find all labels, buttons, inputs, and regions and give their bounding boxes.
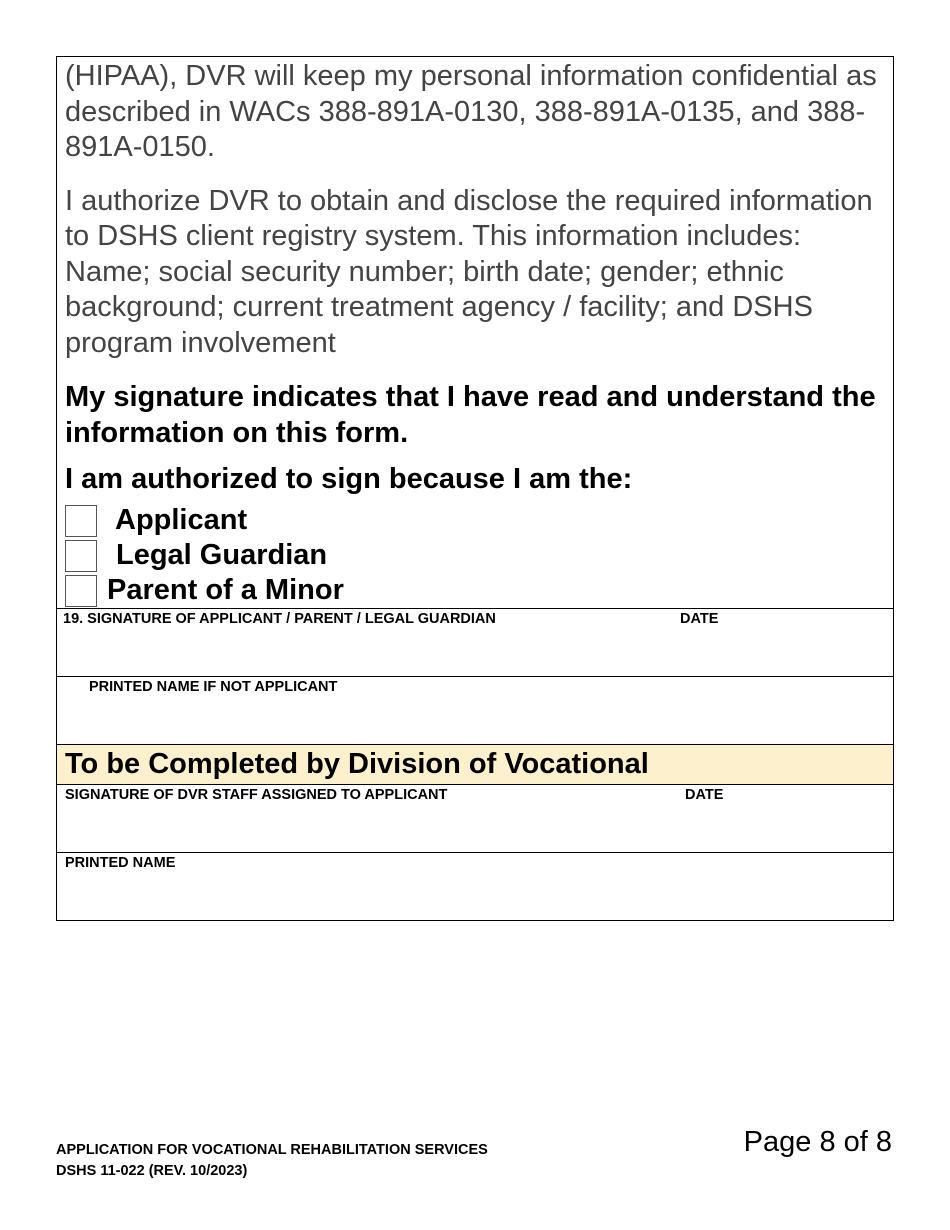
printed-name-applicant-label: PRINTED NAME IF NOT APPLICANT [89, 679, 338, 695]
staff-signature-label: SIGNATURE OF DVR STAFF ASSIGNED TO APPLICANT [65, 787, 448, 803]
printed-name-field[interactable] [57, 852, 893, 920]
dvr-section-banner: To be Completed by Division of Vocational [57, 744, 893, 784]
authorize-paragraph: I authorize DVR to obtain and disclose the required information to DSHS client registry system. This information includes: Name; social security number; birth date; gender; ethnic background; current treatment agency / facility; and DSHS program involvement [65, 184, 873, 359]
legal-guardian-label: Legal Guardian [116, 539, 328, 571]
consent-form [56, 56, 894, 921]
staff-signature-field[interactable] [57, 784, 893, 852]
form-title: APPLICATION FOR VOCATIONAL REHABILITATION SERVICES [56, 1142, 488, 1158]
applicant-option[interactable] [65, 503, 885, 538]
applicant-label: Applicant [115, 504, 248, 536]
date-label: DATE [680, 611, 719, 627]
printed-name-if-not-applicant-field[interactable] [57, 676, 893, 744]
legal-guardian-option[interactable] [65, 538, 885, 573]
applicant-checkbox[interactable] [65, 505, 97, 537]
legal-guardian-checkbox[interactable] [65, 540, 97, 572]
consent-text-section [57, 57, 893, 608]
parent-minor-option[interactable] [65, 573, 885, 608]
applicant-signature-field[interactable] [57, 608, 893, 676]
parent-minor-label: Parent of a Minor [107, 574, 344, 606]
authorized-label: I am authorized to sign because I am the: [65, 463, 633, 495]
signature-label: 19. SIGNATURE OF APPLICANT / PARENT / LEGAL GUARDIAN [63, 611, 496, 627]
parent-minor-checkbox[interactable] [65, 575, 97, 607]
printed-name-label: PRINTED NAME [65, 855, 176, 871]
staff-date-label: DATE [685, 787, 724, 803]
footer-form-info [56, 1140, 488, 1182]
hipaa-paragraph: (HIPAA), DVR will keep my personal information confidential as described in WACs 388-891A-0130, 388-891A-0135, and 388-891A-0150. [65, 60, 877, 163]
form-number: DSHS 11-022 (REV. 10/2023) [56, 1163, 248, 1179]
page-number: Page 8 of 8 [743, 1126, 892, 1158]
signature-statement: My signature indicates that I have read and understand the information on this form. [65, 381, 876, 449]
